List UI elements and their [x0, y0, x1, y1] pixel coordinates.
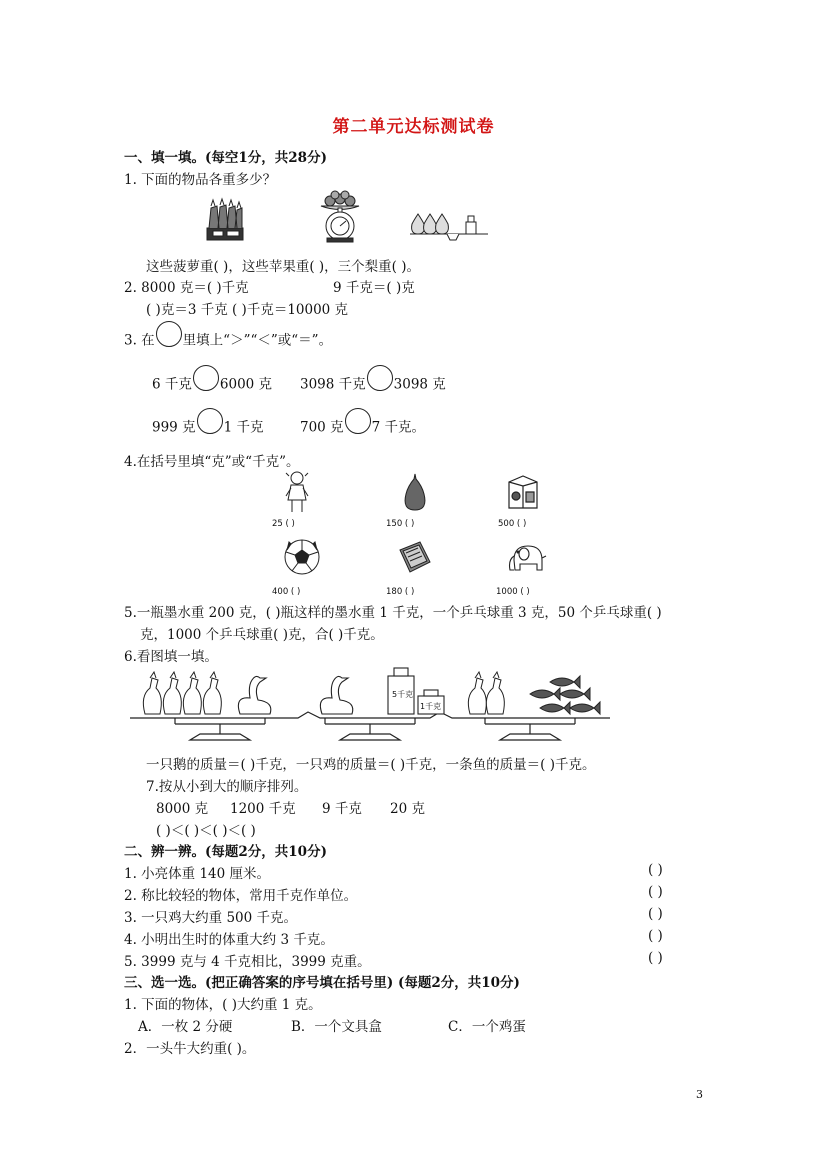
q5-line1: 5.一瓶墨水重 200 克，( )瓶这样的墨水重 1 千克，一个乒乓球重 3 克，50 个乒乓球重( ) — [124, 605, 662, 621]
apples-on-scale-icon — [318, 191, 362, 243]
milk-carton-icon — [506, 472, 540, 510]
q5-line2: 克，1000 个乒乓球重( )克，合( )千克。 — [140, 627, 384, 643]
q6-answer-line: 一只鹅的质量＝( )千克，一只鸡的质量＝( )千克，一条鱼的质量＝( )千克。 — [146, 757, 596, 773]
mc-q1-text: 1. 下面的物体，( )大约重 1 克。 — [124, 997, 322, 1013]
q3-item-4 — [300, 415, 425, 441]
q4-label-6: 1000 ( ) — [496, 587, 530, 597]
q3-item-1-right: 6000 克 — [219, 376, 273, 393]
q3-instruction — [124, 328, 332, 354]
q3-item-3-circle[interactable] — [197, 408, 223, 434]
q6-text: 6.看图填一填。 — [124, 649, 218, 665]
section2-heading: 二、辨一辨。(每题2分，共10分) — [124, 844, 327, 860]
q3-item-2 — [300, 372, 446, 398]
tf-item-2: 2. 称比较轻的物体，常用千克作单位。 — [124, 888, 358, 904]
q3-pre: 3. 在 — [124, 332, 155, 349]
pears-on-balance-icon — [410, 210, 490, 242]
q3-item-4-left: 700 克 — [300, 419, 344, 436]
soccer-ball-icon — [283, 538, 321, 576]
q4-text: 4.在括号里填“克”或“千克”。 — [124, 454, 300, 470]
weight-label-5kg: 5千克 — [392, 690, 414, 699]
q3-item-1-circle[interactable] — [193, 365, 219, 391]
q3-item-3 — [152, 415, 263, 441]
q3-item-4-right: 7 千克。 — [371, 419, 425, 436]
q3-item-3-left: 999 克 — [152, 419, 196, 436]
q3-post: 里填上“＞”“＜”或“＝”。 — [182, 332, 333, 349]
section3-heading: 三、选一选。(把正确答案的序号填在括号里) (每题2分，共10分) — [124, 975, 520, 991]
q3-item-2-left: 3098 千克 — [300, 376, 366, 393]
balance-scales-illustration — [130, 666, 610, 746]
q3-item-1 — [152, 372, 272, 398]
q3-item-1-left: 6 千克 — [152, 376, 192, 393]
tf-blank-2[interactable]: ( ) — [648, 884, 663, 900]
elephant-icon — [506, 540, 550, 576]
q2-line1a: 2. 8000 克＝( )千克 — [124, 280, 249, 296]
page-title: 第二单元达标测试卷 — [332, 117, 495, 137]
q2-line1b: 9 千克＝( )克 — [333, 280, 415, 296]
q7-value-2: 1200 千克 — [230, 801, 296, 817]
q3-item-2-right: 3098 克 — [393, 376, 446, 393]
page-number: 3 — [696, 1088, 703, 1101]
girl-doll-icon — [284, 470, 310, 514]
q2-line2: ( )克＝3 千克 ( )千克＝10000 克 — [146, 302, 349, 318]
tf-item-1: 1. 小亮体重 140 厘米。 — [124, 866, 271, 882]
section1-heading: 一、填一填。(每空1分，共28分) — [124, 150, 327, 166]
q7-blanks: ( )＜( )＜( )＜( ) — [156, 823, 256, 839]
chickens-group-2 — [468, 672, 504, 714]
q7-text: 7.按从小到大的顺序排列。 — [146, 779, 308, 795]
mc-q1-option-a[interactable]: A．一枚 2 分硬 — [138, 1019, 233, 1035]
q7-value-3: 9 千克 — [322, 801, 362, 817]
tf-blank-1[interactable]: ( ) — [648, 862, 663, 878]
weight-label-1kg: 1千克 — [420, 702, 442, 711]
goose-1 — [238, 676, 270, 714]
mc-q2-text: 2．一头牛大约重( )。 — [124, 1041, 256, 1057]
pear-icon — [400, 472, 430, 512]
q4-label-1: 25 ( ) — [272, 519, 295, 529]
q4-label-2: 150 ( ) — [386, 519, 415, 529]
tf-blank-4[interactable]: ( ) — [648, 928, 663, 944]
tf-item-3: 3. 一只鸡大约重 500 千克。 — [124, 910, 298, 926]
mc-q1-option-b[interactable]: B．一个文具盒 — [291, 1019, 382, 1035]
mc-q1-option-c[interactable]: C．一个鸡蛋 — [448, 1019, 526, 1035]
tf-item-4: 4. 小明出生时的体重大约 3 千克。 — [124, 932, 334, 948]
q4-label-5: 180 ( ) — [386, 587, 415, 597]
chickens-group-1 — [143, 672, 221, 714]
compare-circle — [156, 321, 182, 347]
goose-2 — [320, 676, 352, 714]
q3-item-3-right: 1 千克 — [223, 419, 264, 436]
fish-group — [530, 676, 600, 714]
q7-value-4: 20 克 — [390, 801, 425, 817]
q4-label-4: 400 ( ) — [272, 587, 301, 597]
tf-item-5: 5. 3999 克与 4 千克相比，3999 克重。 — [124, 954, 371, 970]
q1-answer-line: 这些菠萝重( )，这些苹果重( )，三个梨重( )。 — [146, 259, 420, 275]
q1-text: 1. 下面的物品各重多少？ — [124, 172, 277, 188]
pineapples-on-scale-icon — [205, 198, 245, 242]
q3-item-4-circle[interactable] — [345, 408, 371, 434]
q7-value-1: 8000 克 — [156, 801, 209, 817]
tf-blank-5[interactable]: ( ) — [648, 950, 663, 966]
q4-label-3: 500 ( ) — [498, 519, 527, 529]
book-icon — [396, 540, 432, 574]
q3-item-2-circle[interactable] — [367, 365, 393, 391]
tf-blank-3[interactable]: ( ) — [648, 906, 663, 922]
